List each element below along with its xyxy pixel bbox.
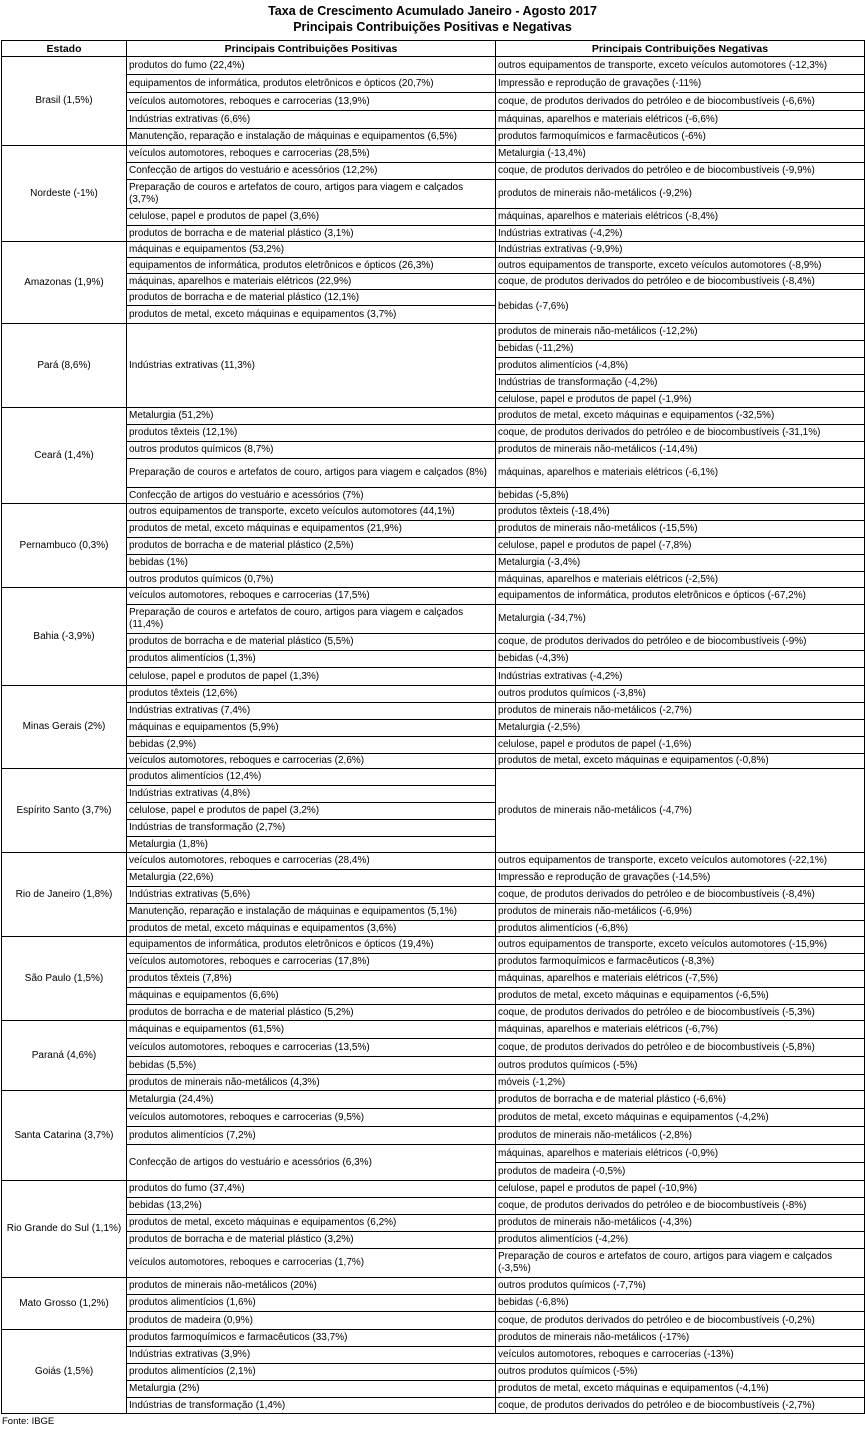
table-row bbox=[2, 1181, 865, 1198]
negative-contribution-cell: outros equipamentos de transporte, exceto veículos automotores (-12,3%) bbox=[496, 57, 865, 75]
positive-contribution-cell: veículos automotores, reboques e carrocerias (17,8%) bbox=[127, 954, 496, 971]
negative-contribution-cell: máquinas, aparelhos e materiais elétricos (-7,5%) bbox=[496, 971, 865, 988]
negative-contribution-cell: coque, de produtos derivados do petróleo e de biocombustíveis (-9%) bbox=[496, 634, 865, 651]
table-row bbox=[2, 442, 865, 459]
negative-contribution-cell: celulose, papel e produtos de papel (-10,9%) bbox=[496, 1181, 865, 1198]
positive-contribution-cell: bebidas (13,2%) bbox=[127, 1198, 496, 1215]
negative-contribution-cell: Metalurgia (-2,5%) bbox=[496, 720, 865, 737]
table-row bbox=[2, 538, 865, 555]
negative-contribution-cell: bebidas (-11,2%) bbox=[496, 341, 865, 358]
table-row bbox=[2, 488, 865, 504]
table-row bbox=[2, 634, 865, 651]
negative-contribution-cell: produtos de minerais não-metálicos (-9,2%) bbox=[496, 180, 865, 209]
table-row bbox=[2, 1145, 865, 1163]
table-row bbox=[2, 521, 865, 538]
table-row bbox=[2, 1249, 865, 1278]
negative-contribution-cell: produtos de minerais não-metálicos (-2,7%) bbox=[496, 703, 865, 720]
negative-contribution-cell: produtos de minerais não-metálicos (-14,4%) bbox=[496, 442, 865, 459]
table-row bbox=[2, 226, 865, 242]
negative-contribution-cell: coque, de produtos derivados do petróleo e de biocombustíveis (-8%) bbox=[496, 1198, 865, 1215]
negative-contribution-cell: produtos de borracha e de material plástico (-6,6%) bbox=[496, 1091, 865, 1109]
positive-contribution-cell: Preparação de couros e artefatos de couro, artigos para viagem e calçados (8%) bbox=[127, 459, 496, 488]
negative-contribution-cell: produtos de minerais não-metálicos (-4,7%) bbox=[496, 769, 865, 853]
table-row bbox=[2, 425, 865, 442]
positive-contribution-cell: produtos de borracha e de material plástico (5,2%) bbox=[127, 1005, 496, 1021]
table-row bbox=[2, 163, 865, 180]
negative-contribution-cell: celulose, papel e produtos de papel (-1,6%) bbox=[496, 737, 865, 754]
positive-contribution-cell: Manutenção, reparação e instalação de máquinas e equipamentos (5,1%) bbox=[127, 904, 496, 921]
table-row bbox=[2, 1232, 865, 1249]
negative-contribution-cell: móveis (-1,2%) bbox=[496, 1075, 865, 1091]
positive-contribution-cell: Indústrias extrativas (5,6%) bbox=[127, 887, 496, 904]
positive-contribution-cell: máquinas e equipamentos (53,2%) bbox=[127, 242, 496, 258]
positive-contribution-cell: produtos de metal, exceto máquinas e equipamentos (21,9%) bbox=[127, 521, 496, 538]
positive-contribution-cell: produtos de metal, exceto máquinas e equipamentos (3,6%) bbox=[127, 921, 496, 937]
positive-contribution-cell: produtos alimentícios (12,4%) bbox=[127, 769, 496, 786]
table-row bbox=[2, 651, 865, 668]
negative-contribution-cell: produtos de minerais não-metálicos (-6,9%) bbox=[496, 904, 865, 921]
positive-contribution-cell: Indústrias de transformação (1,4%) bbox=[127, 1398, 496, 1414]
table-row bbox=[2, 904, 865, 921]
table-row bbox=[2, 937, 865, 954]
negative-contribution-cell: Impressão e reprodução de gravações (-11%) bbox=[496, 75, 865, 93]
negative-contribution-cell: produtos de minerais não-metálicos (-15,5%) bbox=[496, 521, 865, 538]
negative-contribution-cell: produtos têxteis (-18,4%) bbox=[496, 504, 865, 521]
page-title bbox=[0, 3, 865, 35]
positive-contribution-cell: produtos de borracha e de material plástico (12,1%) bbox=[127, 290, 496, 306]
table-row bbox=[2, 129, 865, 146]
negative-contribution-cell: máquinas, aparelhos e materiais elétricos (-2,5%) bbox=[496, 572, 865, 588]
state-cell: Mato Grosso (1,2%) bbox=[2, 1278, 127, 1330]
negative-contribution-cell: Metalurgia (-34,7%) bbox=[496, 605, 865, 634]
positive-contribution-cell: Confecção de artigos do vestuário e acessórios (7%) bbox=[127, 488, 496, 504]
positive-contribution-cell: equipamentos de informática, produtos eletrônicos e ópticos (20,7%) bbox=[127, 75, 496, 93]
table-row bbox=[2, 1005, 865, 1021]
negative-contribution-cell: Metalurgia (-13,4%) bbox=[496, 146, 865, 163]
positive-contribution-cell: celulose, papel e produtos de papel (1,3%) bbox=[127, 668, 496, 686]
title-line-1: Taxa de Crescimento Acumulado Janeiro - Agosto 2017 bbox=[268, 4, 597, 18]
table-row bbox=[2, 1091, 865, 1109]
state-cell: Bahia (-3,9%) bbox=[2, 588, 127, 686]
negative-contribution-cell: outros produtos químicos (-5%) bbox=[496, 1057, 865, 1075]
table-row bbox=[2, 75, 865, 93]
negative-contribution-cell: bebidas (-7,6%) bbox=[496, 290, 865, 324]
table-row bbox=[2, 754, 865, 769]
negative-contribution-cell: coque, de produtos derivados do petróleo e de biocombustíveis (-31,1%) bbox=[496, 425, 865, 442]
positive-contribution-cell: bebidas (5,5%) bbox=[127, 1057, 496, 1075]
negative-contribution-cell: produtos de minerais não-metálicos (-12,2%) bbox=[496, 324, 865, 341]
positive-contribution-cell: produtos de madeira (0,9%) bbox=[127, 1312, 496, 1330]
contributions-table bbox=[1, 40, 865, 1414]
negative-contribution-cell: coque, de produtos derivados do petróleo e de biocombustíveis (-5,3%) bbox=[496, 1005, 865, 1021]
state-cell: Ceará (1,4%) bbox=[2, 408, 127, 504]
table-row bbox=[2, 720, 865, 737]
positive-contribution-cell: veículos automotores, reboques e carrocerias (13,9%) bbox=[127, 93, 496, 111]
positive-contribution-cell: produtos farmoquímicos e farmacêuticos (33,7%) bbox=[127, 1330, 496, 1347]
state-cell: São Paulo (1,5%) bbox=[2, 937, 127, 1021]
positive-contribution-cell: Indústrias extrativas (11,3%) bbox=[127, 324, 496, 408]
state-cell: Brasil (1,5%) bbox=[2, 57, 127, 146]
positive-contribution-cell: máquinas e equipamentos (61,5%) bbox=[127, 1021, 496, 1039]
positive-contribution-cell: produtos têxteis (12,6%) bbox=[127, 686, 496, 703]
table-row bbox=[2, 1398, 865, 1414]
negative-contribution-cell: outros equipamentos de transporte, exceto veículos automotores (-15,9%) bbox=[496, 937, 865, 954]
table-body bbox=[2, 57, 865, 1414]
negative-contribution-cell: produtos de madeira (-0,5%) bbox=[496, 1163, 865, 1181]
positive-contribution-cell: produtos de metal, exceto máquinas e equipamentos (6,2%) bbox=[127, 1215, 496, 1232]
positive-contribution-cell: Indústrias extrativas (6,6%) bbox=[127, 111, 496, 129]
negative-contribution-cell: coque, de produtos derivados do petróleo e de biocombustíveis (-0,2%) bbox=[496, 1312, 865, 1330]
negative-contribution-cell: produtos de metal, exceto máquinas e equipamentos (-32,5%) bbox=[496, 408, 865, 425]
positive-contribution-cell: Confecção de artigos do vestuário e acessórios (6,3%) bbox=[127, 1145, 496, 1181]
table-row bbox=[2, 93, 865, 111]
negative-contribution-cell: bebidas (-5,8%) bbox=[496, 488, 865, 504]
positive-contribution-cell: produtos de borracha e de material plástico (3,1%) bbox=[127, 226, 496, 242]
table-row bbox=[2, 703, 865, 720]
table-row bbox=[2, 686, 865, 703]
table-row bbox=[2, 1347, 865, 1364]
positive-contribution-cell: produtos de borracha e de material plástico (2,5%) bbox=[127, 538, 496, 555]
positive-contribution-cell: Manutenção, reparação e instalação de máquinas e equipamentos (6,5%) bbox=[127, 129, 496, 146]
table-row bbox=[2, 1364, 865, 1381]
positive-contribution-cell: celulose, papel e produtos de papel (3,6%) bbox=[127, 209, 496, 226]
header-estado: Estado bbox=[2, 41, 127, 57]
positive-contribution-cell: veículos automotores, reboques e carrocerias (9,5%) bbox=[127, 1109, 496, 1127]
table-row bbox=[2, 290, 865, 306]
negative-contribution-cell: máquinas, aparelhos e materiais elétricos (-8,4%) bbox=[496, 209, 865, 226]
table-row bbox=[2, 572, 865, 588]
positive-contribution-cell: outros produtos químicos (0,7%) bbox=[127, 572, 496, 588]
state-cell: Pernambuco (0,3%) bbox=[2, 504, 127, 588]
negative-contribution-cell: outros produtos químicos (-5%) bbox=[496, 1364, 865, 1381]
positive-contribution-cell: produtos do fumo (37,4%) bbox=[127, 1181, 496, 1198]
positive-contribution-cell: produtos de minerais não-metálicos (4,3%) bbox=[127, 1075, 496, 1091]
negative-contribution-cell: produtos farmoquímicos e farmacêuticos (-6%) bbox=[496, 129, 865, 146]
negative-contribution-cell: máquinas, aparelhos e materiais elétricos (-6,7%) bbox=[496, 1021, 865, 1039]
table-row bbox=[2, 737, 865, 754]
table-row bbox=[2, 988, 865, 1005]
positive-contribution-cell: produtos têxteis (12,1%) bbox=[127, 425, 496, 442]
negative-contribution-cell: Indústrias extrativas (-4,2%) bbox=[496, 226, 865, 242]
table-row bbox=[2, 588, 865, 605]
negative-contribution-cell: produtos alimentícios (-6,8%) bbox=[496, 921, 865, 937]
positive-contribution-cell: bebidas (2,9%) bbox=[127, 737, 496, 754]
negative-contribution-cell: outros produtos químicos (-3,8%) bbox=[496, 686, 865, 703]
table-row bbox=[2, 146, 865, 163]
negative-contribution-cell: Preparação de couros e artefatos de couro, artigos para viagem e calçados (-3,5%) bbox=[496, 1249, 865, 1278]
positive-contribution-cell: Confecção de artigos do vestuário e acessórios (12,2%) bbox=[127, 163, 496, 180]
table-row bbox=[2, 408, 865, 425]
table-row bbox=[2, 921, 865, 937]
table-row bbox=[2, 1312, 865, 1330]
negative-contribution-cell: coque, de produtos derivados do petróleo e de biocombustíveis (-8,4%) bbox=[496, 274, 865, 290]
positive-contribution-cell: Metalurgia (1,8%) bbox=[127, 837, 496, 853]
positive-contribution-cell: bebidas (1%) bbox=[127, 555, 496, 572]
negative-contribution-cell: máquinas, aparelhos e materiais elétricos (-6,6%) bbox=[496, 111, 865, 129]
positive-contribution-cell: outros produtos químicos (8,7%) bbox=[127, 442, 496, 459]
positive-contribution-cell: equipamentos de informática, produtos eletrônicos e ópticos (26,3%) bbox=[127, 258, 496, 274]
negative-contribution-cell: Impressão e reprodução de gravações (-14,5%) bbox=[496, 870, 865, 887]
positive-contribution-cell: produtos de minerais não-metálicos (20%) bbox=[127, 1278, 496, 1295]
table-row bbox=[2, 668, 865, 686]
table-row bbox=[2, 1127, 865, 1145]
positive-contribution-cell: Preparação de couros e artefatos de couro, artigos para viagem e calçados (3,7%) bbox=[127, 180, 496, 209]
negative-contribution-cell: produtos de minerais não-metálicos (-4,3%) bbox=[496, 1215, 865, 1232]
negative-contribution-cell: veículos automotores, reboques e carrocerias (-13%) bbox=[496, 1347, 865, 1364]
title-line-2: Principais Contribuições Positivas e Negativas bbox=[293, 20, 572, 34]
negative-contribution-cell: produtos de metal, exceto máquinas e equipamentos (-6,5%) bbox=[496, 988, 865, 1005]
negative-contribution-cell: produtos de minerais não-metálicos (-2,8%) bbox=[496, 1127, 865, 1145]
table-row bbox=[2, 274, 865, 290]
positive-contribution-cell: Metalurgia (2%) bbox=[127, 1381, 496, 1398]
state-cell: Santa Catarina (3,7%) bbox=[2, 1091, 127, 1181]
positive-contribution-cell: Indústrias extrativas (7,4%) bbox=[127, 703, 496, 720]
state-cell: Nordeste (-1%) bbox=[2, 146, 127, 242]
negative-contribution-cell: outros equipamentos de transporte, exceto veículos automotores (-8,9%) bbox=[496, 258, 865, 274]
positive-contribution-cell: celulose, papel e produtos de papel (3,2%) bbox=[127, 803, 496, 820]
table-row bbox=[2, 1039, 865, 1057]
table-row bbox=[2, 1278, 865, 1295]
positive-contribution-cell: veículos automotores, reboques e carrocerias (1,7%) bbox=[127, 1249, 496, 1278]
negative-contribution-cell: produtos farmoquímicos e farmacêuticos (-8,3%) bbox=[496, 954, 865, 971]
positive-contribution-cell: Metalurgia (51,2%) bbox=[127, 408, 496, 425]
positive-contribution-cell: produtos alimentícios (1,3%) bbox=[127, 651, 496, 668]
table-row bbox=[2, 870, 865, 887]
negative-contribution-cell: bebidas (-6,8%) bbox=[496, 1295, 865, 1312]
table-row bbox=[2, 853, 865, 870]
negative-contribution-cell: outros equipamentos de transporte, exceto veículos automotores (-22,1%) bbox=[496, 853, 865, 870]
negative-contribution-cell: Metalurgia (-3,4%) bbox=[496, 555, 865, 572]
table-row bbox=[2, 1215, 865, 1232]
positive-contribution-cell: produtos de borracha e de material plástico (3,2%) bbox=[127, 1232, 496, 1249]
positive-contribution-cell: veículos automotores, reboques e carrocerias (17,5%) bbox=[127, 588, 496, 605]
positive-contribution-cell: produtos de borracha e de material plástico (5,5%) bbox=[127, 634, 496, 651]
state-cell: Minas Gerais (2%) bbox=[2, 686, 127, 769]
negative-contribution-cell: produtos de metal, exceto máquinas e equipamentos (-4,1%) bbox=[496, 1381, 865, 1398]
table-row bbox=[2, 887, 865, 904]
table-row bbox=[2, 605, 865, 634]
table-row bbox=[2, 242, 865, 258]
table-row bbox=[2, 504, 865, 521]
state-cell: Rio de Janeiro (1,8%) bbox=[2, 853, 127, 937]
negative-contribution-cell: coque, de produtos derivados do petróleo e de biocombustíveis (-9,9%) bbox=[496, 163, 865, 180]
negative-contribution-cell: produtos de minerais não-metálicos (-17%) bbox=[496, 1330, 865, 1347]
negative-contribution-cell: celulose, papel e produtos de papel (-1,9%) bbox=[496, 392, 865, 408]
header-positive: Principais Contribuições Positivas bbox=[127, 41, 496, 57]
positive-contribution-cell: máquinas e equipamentos (5,9%) bbox=[127, 720, 496, 737]
positive-contribution-cell: máquinas e equipamentos (6,6%) bbox=[127, 988, 496, 1005]
negative-contribution-cell: máquinas, aparelhos e materiais elétricos (-0,9%) bbox=[496, 1145, 865, 1163]
positive-contribution-cell: veículos automotores, reboques e carrocerias (28,4%) bbox=[127, 853, 496, 870]
positive-contribution-cell: máquinas, aparelhos e materiais elétricos (22,9%) bbox=[127, 274, 496, 290]
table-row bbox=[2, 1075, 865, 1091]
positive-contribution-cell: produtos têxteis (7,8%) bbox=[127, 971, 496, 988]
negative-contribution-cell: produtos de metal, exceto máquinas e equipamentos (-0,8%) bbox=[496, 754, 865, 769]
positive-contribution-cell: Indústrias extrativas (3,9%) bbox=[127, 1347, 496, 1364]
state-cell: Amazonas (1,9%) bbox=[2, 242, 127, 324]
table-row bbox=[2, 769, 865, 786]
table-row bbox=[2, 209, 865, 226]
table-row bbox=[2, 258, 865, 274]
negative-contribution-cell: máquinas, aparelhos e materiais elétricos (-6,1%) bbox=[496, 459, 865, 488]
positive-contribution-cell: Metalurgia (22,6%) bbox=[127, 870, 496, 887]
positive-contribution-cell: Indústrias de transformação (2,7%) bbox=[127, 820, 496, 837]
table-row bbox=[2, 324, 865, 341]
table-row bbox=[2, 180, 865, 209]
positive-contribution-cell: produtos de metal, exceto máquinas e equipamentos (3,7%) bbox=[127, 306, 496, 324]
header-row bbox=[2, 41, 865, 57]
negative-contribution-cell: coque, de produtos derivados do petróleo e de biocombustíveis (-8,4%) bbox=[496, 887, 865, 904]
positive-contribution-cell: veículos automotores, reboques e carrocerias (13,5%) bbox=[127, 1039, 496, 1057]
table-row bbox=[2, 1198, 865, 1215]
table-row bbox=[2, 1109, 865, 1127]
negative-contribution-cell: bebidas (-4,3%) bbox=[496, 651, 865, 668]
table-row bbox=[2, 954, 865, 971]
positive-contribution-cell: produtos alimentícios (2,1%) bbox=[127, 1364, 496, 1381]
positive-contribution-cell: veículos automotores, reboques e carrocerias (28,5%) bbox=[127, 146, 496, 163]
negative-contribution-cell: produtos alimentícios (-4,2%) bbox=[496, 1232, 865, 1249]
negative-contribution-cell: produtos de metal, exceto máquinas e equipamentos (-4,2%) bbox=[496, 1109, 865, 1127]
table-row bbox=[2, 459, 865, 488]
positive-contribution-cell: produtos alimentícios (7,2%) bbox=[127, 1127, 496, 1145]
negative-contribution-cell: Indústrias extrativas (-4,2%) bbox=[496, 668, 865, 686]
negative-contribution-cell: celulose, papel e produtos de papel (-7,8%) bbox=[496, 538, 865, 555]
source-note: Fonte: IBGE bbox=[2, 1416, 55, 1427]
positive-contribution-cell: produtos alimentícios (1,6%) bbox=[127, 1295, 496, 1312]
negative-contribution-cell: coque, de produtos derivados do petróleo e de biocombustíveis (-5,8%) bbox=[496, 1039, 865, 1057]
table-row bbox=[2, 57, 865, 75]
positive-contribution-cell: Preparação de couros e artefatos de couro, artigos para viagem e calçados (11,4%) bbox=[127, 605, 496, 634]
state-cell: Espírito Santo (3,7%) bbox=[2, 769, 127, 853]
state-cell: Rio Grande do Sul (1,1%) bbox=[2, 1181, 127, 1278]
positive-contribution-cell: produtos do fumo (22,4%) bbox=[127, 57, 496, 75]
table-row bbox=[2, 1021, 865, 1039]
header-negative: Principais Contribuições Negativas bbox=[496, 41, 865, 57]
state-cell: Goiás (1,5%) bbox=[2, 1330, 127, 1414]
negative-contribution-cell: Indústrias de transformação (-4,2%) bbox=[496, 375, 865, 392]
table-row bbox=[2, 1295, 865, 1312]
negative-contribution-cell: outros produtos químicos (-7,7%) bbox=[496, 1278, 865, 1295]
state-cell: Paraná (4,6%) bbox=[2, 1021, 127, 1091]
table-row bbox=[2, 1381, 865, 1398]
table-row bbox=[2, 111, 865, 129]
table-row bbox=[2, 1330, 865, 1347]
positive-contribution-cell: equipamentos de informática, produtos eletrônicos e ópticos (19,4%) bbox=[127, 937, 496, 954]
state-cell: Pará (8,6%) bbox=[2, 324, 127, 408]
table-row bbox=[2, 971, 865, 988]
negative-contribution-cell: coque, de produtos derivados do petróleo e de biocombustíveis (-6,6%) bbox=[496, 93, 865, 111]
negative-contribution-cell: produtos alimentícios (-4,8%) bbox=[496, 358, 865, 375]
positive-contribution-cell: veículos automotores, reboques e carrocerias (2,6%) bbox=[127, 754, 496, 769]
table-row bbox=[2, 555, 865, 572]
positive-contribution-cell: Indústrias extrativas (4,8%) bbox=[127, 786, 496, 803]
negative-contribution-cell: equipamentos de informática, produtos eletrônicos e ópticos (-67,2%) bbox=[496, 588, 865, 605]
negative-contribution-cell: coque, de produtos derivados do petróleo e de biocombustíveis (-2,7%) bbox=[496, 1398, 865, 1414]
positive-contribution-cell: outros equipamentos de transporte, exceto veículos automotores (44,1%) bbox=[127, 504, 496, 521]
negative-contribution-cell: Indústrias extrativas (-9,9%) bbox=[496, 242, 865, 258]
positive-contribution-cell: Metalurgia (24,4%) bbox=[127, 1091, 496, 1109]
table-row bbox=[2, 1057, 865, 1075]
